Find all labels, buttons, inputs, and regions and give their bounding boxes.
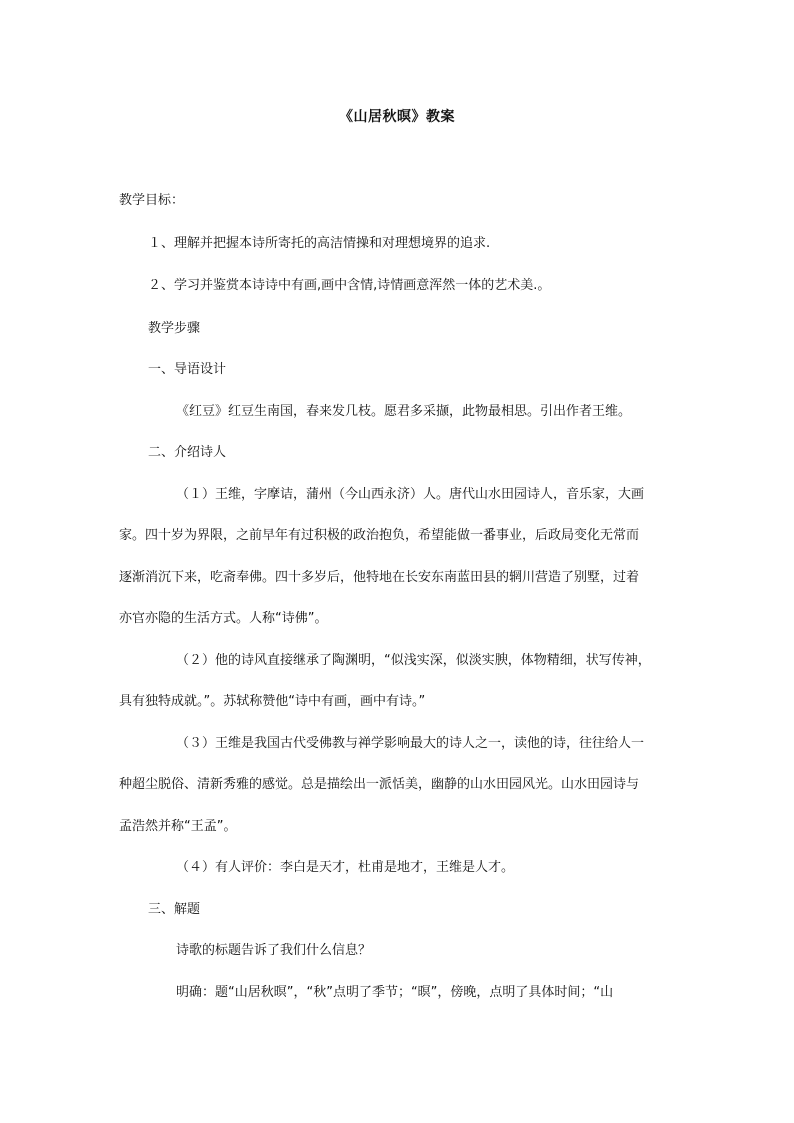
paragraph-line: （３）王维是我国古代受佛教与禅学影响最大的诗人之一，读他的诗，往往给人一 bbox=[176, 736, 645, 751]
paragraph-line: （４）有人评价：李白是天才，杜甫是地才，王维是人才。 bbox=[176, 860, 515, 875]
answer-text: 明确：题“山居秋暝”，“秋”点明了季节；“暝”，傍晚，点明了具体时间；“山 bbox=[176, 985, 614, 1000]
paragraph-line: 逐渐消沉下来，吃斋奉佛。四十多岁后，他特地在长安东南蓝田县的辋川营造了别墅，过着 bbox=[119, 570, 640, 585]
objectives-heading: 教学目标： bbox=[119, 193, 185, 208]
section-heading-poet: 二、介绍诗人 bbox=[148, 445, 227, 460]
document-title: 《山居秋暝》教案 bbox=[339, 109, 455, 125]
objective-item: ２、学习并鉴赏本诗诗中有画,画中含情,诗情画意浑然一体的艺术美.。 bbox=[148, 278, 551, 293]
question-text: 诗歌的标题告诉了我们什么信息？ bbox=[176, 943, 372, 958]
objective-item: １、理解并把握本诗所寄托的高洁情操和对理想境界的追求. bbox=[148, 236, 491, 251]
paragraph-line: 种超尘脱俗、清新秀雅的感觉。总是描绘出一派恬美，幽静的山水田园风光。山水田园诗与 bbox=[119, 777, 640, 792]
section-intro-text: 《红豆》红豆生南国，春来发几枝。愿君多采撷，此物最相思。引出作者王维。 bbox=[176, 404, 632, 419]
paragraph-line: 具有独特成就。”。苏轼称赞他“诗中有画，画中有诗。” bbox=[119, 694, 426, 709]
section-heading-intro: 一、导语设计 bbox=[148, 362, 227, 377]
paragraph-line: 孟浩然并称“王孟”。 bbox=[119, 819, 237, 834]
section-heading-title-analysis: 三、解题 bbox=[148, 902, 201, 917]
paragraph-line: （２）他的诗风直接继承了陶渊明，“似浅实深，似淡实腴，体物精细，状写传神， bbox=[176, 653, 651, 668]
steps-heading: 教学步骤 bbox=[148, 321, 201, 336]
paragraph-line: （１）王维，字摩诘，蒲州（今山西永济）人。唐代山水田园诗人，音乐家，大画 bbox=[176, 487, 645, 502]
paragraph-line: 家。四十岁为界限，之前早年有过积极的政治抱负，希望能做一番事业，后政局变化无常而 bbox=[119, 528, 640, 543]
paragraph-line: 亦官亦隐的生活方式。人称“诗佛”。 bbox=[119, 611, 328, 626]
